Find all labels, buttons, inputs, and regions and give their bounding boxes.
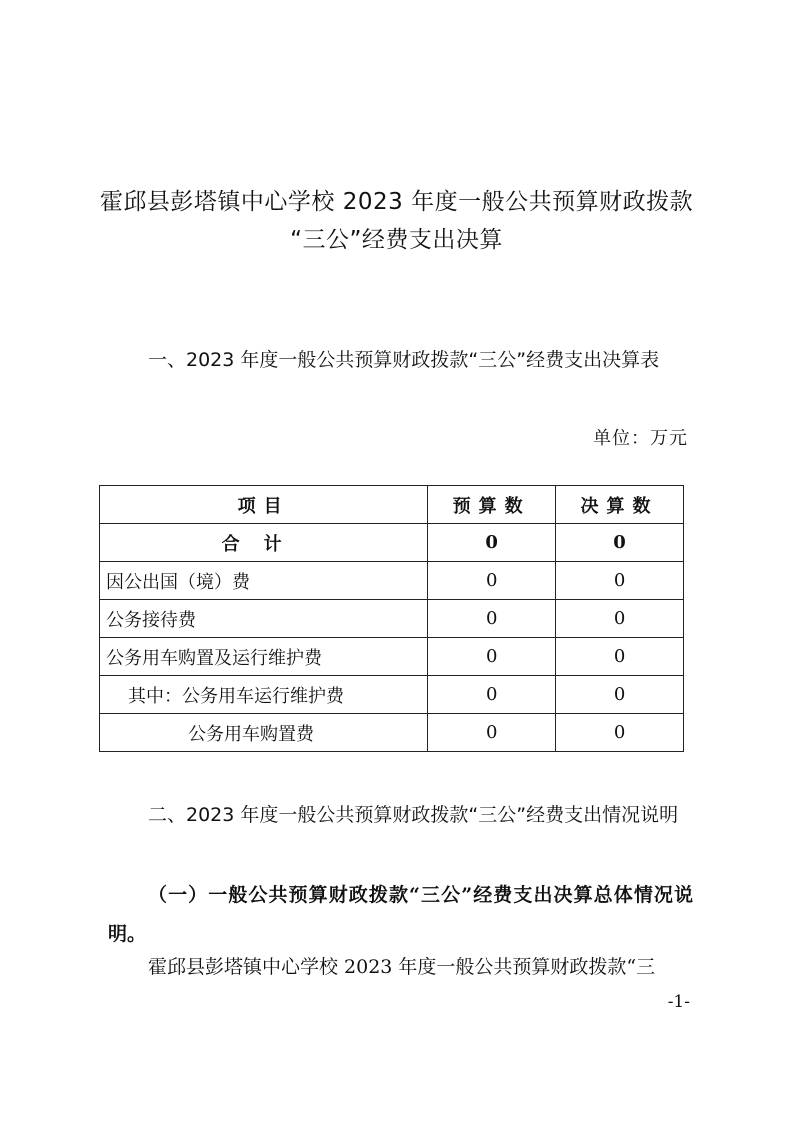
table-row-total — [100, 524, 684, 562]
table-row — [100, 638, 684, 676]
header-budget: 预算数 — [428, 486, 556, 524]
header-final: 决算数 — [556, 486, 684, 524]
document-title-line-2: “三公”经费支出决算 — [290, 227, 503, 253]
unit-label: 单位：万元 — [593, 428, 688, 449]
row-budget: 0 — [428, 676, 556, 714]
row-budget: 0 — [428, 562, 556, 600]
row-final: 0 — [556, 676, 684, 714]
total-label: 合计 — [100, 524, 428, 562]
row-label: 公务用车购置及运行维护费 — [100, 638, 428, 676]
body-paragraph: 霍邱县彭塔镇中心学校 2023 年度一般公共预算财政拨款“三 — [148, 956, 656, 978]
table-header-row — [100, 486, 684, 524]
table-row — [100, 562, 684, 600]
section-1-heading: 一、2023 年度一般公共预算财政拨款“三公”经费支出决算表 — [148, 349, 660, 371]
three-public-expenses-table — [99, 485, 684, 752]
page-number: -1- — [667, 992, 690, 1012]
row-label: 公务接待费 — [100, 600, 428, 638]
row-final: 0 — [556, 600, 684, 638]
row-label: 公务用车购置费 — [100, 714, 428, 752]
row-budget: 0 — [428, 600, 556, 638]
table-row — [100, 600, 684, 638]
row-budget: 0 — [428, 714, 556, 752]
row-final: 0 — [556, 638, 684, 676]
header-item: 项目 — [100, 486, 428, 524]
section-2-subheading: （一）一般公共预算财政拨款“三公”经费支出决算总体情况说明。 — [108, 884, 693, 945]
row-label: 因公出国（境）费 — [100, 562, 428, 600]
row-label: 其中：公务用车运行维护费 — [100, 676, 428, 714]
row-final: 0 — [556, 562, 684, 600]
row-budget: 0 — [428, 638, 556, 676]
table-row — [100, 714, 684, 752]
section-2-heading: 二、2023 年度一般公共预算财政拨款“三公”经费支出情况说明 — [148, 804, 679, 826]
table-row — [100, 676, 684, 714]
row-final: 0 — [556, 714, 684, 752]
total-budget: 0 — [428, 524, 556, 562]
total-final: 0 — [556, 524, 684, 562]
document-title-line-1: 霍邱县彭塔镇中心学校 2023 年度一般公共预算财政拨款 — [99, 189, 694, 215]
